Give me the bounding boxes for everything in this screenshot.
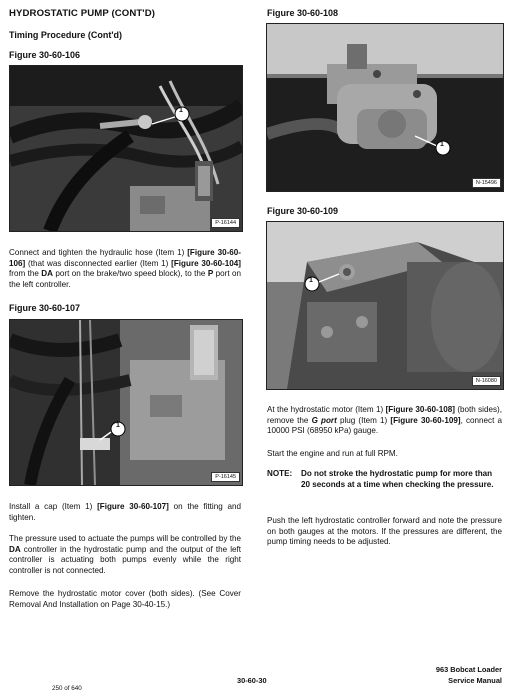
- hydrostatic-motor-photo: [267, 24, 503, 191]
- controller-fitting-photo: [10, 320, 242, 485]
- callout-1: 1: [440, 141, 444, 148]
- section-title: HYDROSTATIC PUMP (CONT'D): [9, 8, 156, 19]
- paragraph-check-pressure: Push the left hydrostatic controller forward and note the pressure on both gauges at the motors. If the pressures are different, the pump timing needs to be adjusted.: [267, 516, 502, 546]
- paragraph-pressure-control: The pressure used to actuate the pumps will be controlled by the DA controller in the hydrostatic pump and the output of the left controller is actuating both pumps evenly while the right controller is not connected.: [9, 534, 241, 575]
- note-label: NOTE:: [267, 469, 293, 478]
- figure-30-60-108-photo: [266, 23, 504, 192]
- photo-tag: P-16145: [211, 472, 240, 482]
- g-port-plug-photo: [267, 222, 503, 389]
- figure-30-60-108-title: Figure 30-60-108: [267, 8, 339, 18]
- figure-30-60-106-photo: [9, 65, 243, 232]
- manual-name: Service Manual: [448, 676, 502, 685]
- paragraph-g-port: At the hydrostatic motor (Item 1) [Figure 30-60-108] (both sides), remove the G port plug (Item 1) [Figure 30-60-109], connect a 10000 PSI (68950 kPa) gauge.: [267, 405, 502, 435]
- paragraph-remove-cover: Remove the hydrostatic motor cover (both sides). (See Cover Removal And Installation on Page 30-40-15.): [9, 589, 241, 609]
- subsection-title: Timing Procedure (Cont'd): [9, 30, 122, 40]
- note-text: Do not stroke the hydrostatic pump for more than 20 seconds at a time when checking the pressure.: [301, 469, 494, 489]
- product-name: 963 Bobcat Loader: [435, 665, 502, 674]
- figure-30-60-109-photo: [266, 221, 504, 390]
- figure-30-60-107-photo: [9, 319, 243, 486]
- photo-tag: N-15496: [472, 178, 501, 188]
- paragraph-install-cap: Install a cap (Item 1) [Figure 30-60-107] on the fitting and tighten.: [9, 502, 241, 522]
- callout-1: 1: [116, 422, 120, 429]
- callout-1: 1: [179, 107, 183, 114]
- photo-tag: N-16080: [472, 376, 501, 386]
- paragraph-connect-hose: Connect and tighten the hydraulic hose (Item 1) [Figure 30-60-106] (that was disconnected earlier (Item 1) [Figure 30-60-104] from the DA port on the brake/two speed block), to the P port on the left controller.: [9, 248, 242, 289]
- hydraulic-hose-photo: [10, 66, 242, 231]
- photo-tag: P-16144: [211, 218, 240, 228]
- page-number: 30-60-30: [237, 676, 267, 685]
- figure-30-60-107-title: Figure 30-60-107: [9, 303, 81, 313]
- figure-30-60-109-title: Figure 30-60-109: [267, 206, 339, 216]
- paragraph-start-engine: Start the engine and run at full RPM.: [267, 449, 398, 458]
- sheet-counter: 250 of 640: [52, 685, 82, 692]
- callout-1: 1: [309, 277, 313, 284]
- figure-30-60-106-title: Figure 30-60-106: [9, 50, 81, 60]
